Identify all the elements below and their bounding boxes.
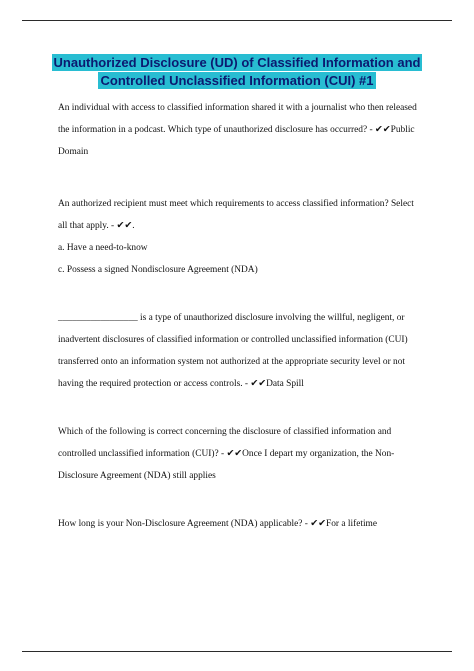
answer-line: Domain (58, 147, 89, 157)
top-rule (22, 20, 452, 21)
question-line: the information in a podcast. Which type of unauthorized disclosure has occurred? - ✔✔Public (58, 125, 415, 135)
question-block-1 (58, 97, 418, 163)
answer-line: Disclosure Agreement (NDA) still applies (58, 471, 216, 481)
question-line: An authorized recipient must meet which requirements to access classified information? Select (58, 199, 414, 209)
question-line: inadvertent disclosures of classified information or controlled unclassified information (CUI) (58, 335, 408, 345)
question-line: all that apply. - ✔✔. (58, 221, 135, 231)
title-line-2: Controlled Unclassified Information (CUI) #1 (100, 73, 374, 88)
question-line: Which of the following is correct concerning the disclosure of classified information and (58, 427, 392, 437)
spacer (58, 395, 418, 421)
question-line: controlled unclassified information (CUI)? - ✔✔Once I depart my organization, the Non- (58, 449, 395, 459)
question-line: _________________ is a type of unauthorized disclosure involving the willful, negligent, or (58, 313, 405, 323)
title-line-1: Unauthorized Disclosure (UD) of Classified Information and (53, 55, 421, 70)
question-line: How long is your Non-Disclosure Agreement (NDA) applicable? - ✔✔For a lifetime (58, 519, 378, 529)
question-block-2 (58, 193, 418, 281)
question-block-5 (58, 513, 418, 535)
document-title (50, 54, 424, 90)
question-block-4 (58, 421, 418, 487)
question-line: An individual with access to classified information shared it with a journalist who then released (58, 103, 417, 113)
answer-line: c. Possess a signed Nondisclosure Agreement (NDA) (58, 265, 258, 275)
spacer (58, 281, 418, 307)
question-block-3 (58, 307, 418, 395)
answer-line: a. Have a need-to-know (58, 243, 148, 253)
document-body (58, 97, 418, 535)
answer-line: having the required protection or access controls. - ✔✔Data Spill (58, 379, 304, 389)
spacer (58, 163, 418, 193)
bottom-rule (22, 651, 452, 652)
question-line: transferred onto an information system not authorized at the appropriate security level or not (58, 357, 406, 367)
spacer (58, 487, 418, 513)
